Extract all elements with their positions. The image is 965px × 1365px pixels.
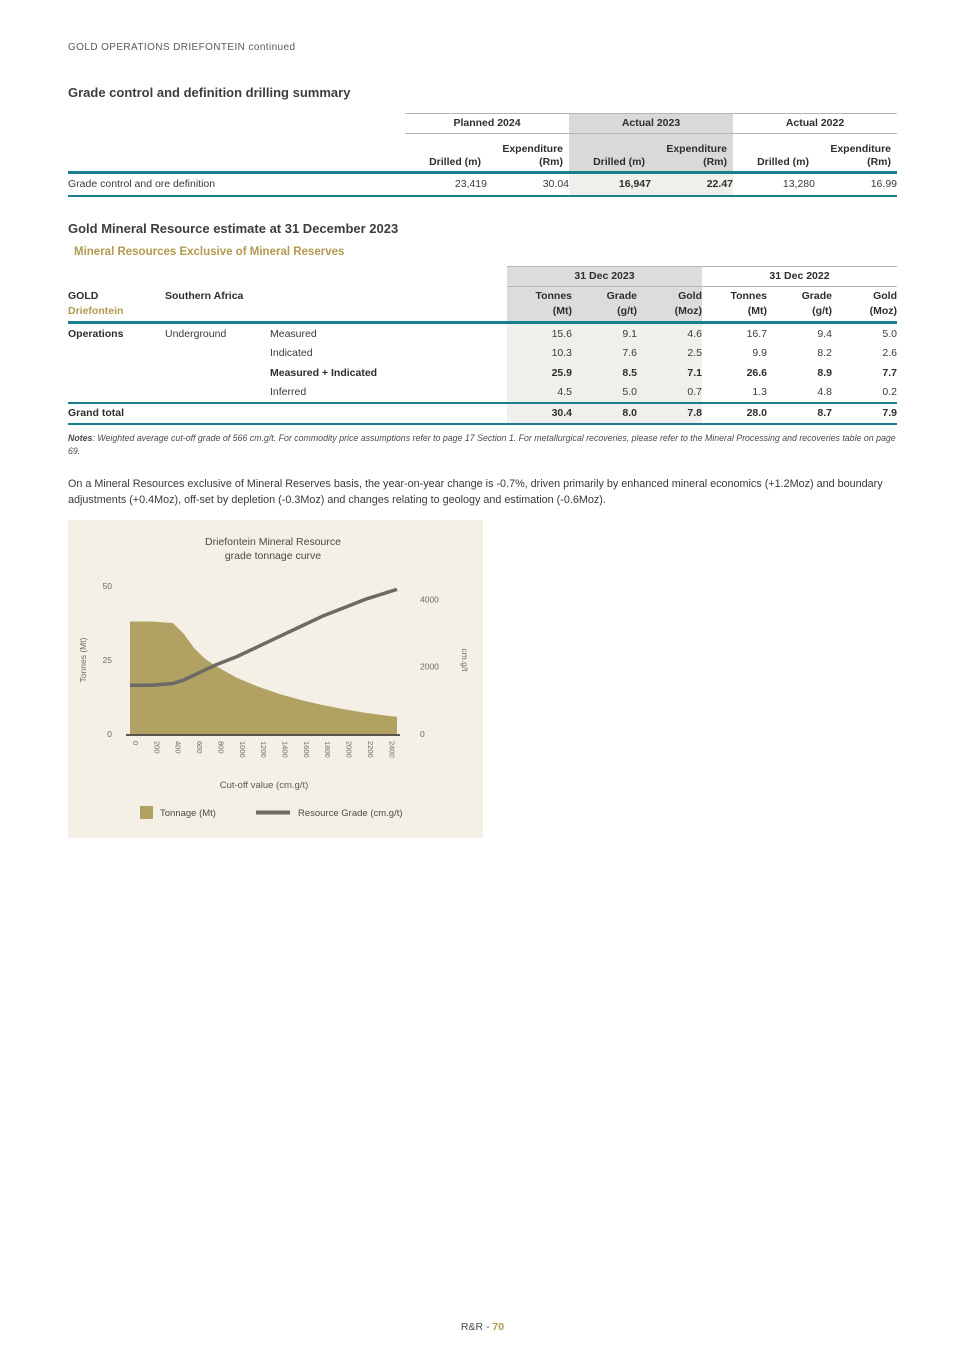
value-cell: 2.5 xyxy=(637,344,702,364)
value-cell: 30.4 xyxy=(507,404,572,424)
value-cell: 8.0 xyxy=(572,404,637,424)
value-cell: 16,947 xyxy=(569,174,651,195)
category-label: Measured xyxy=(270,327,317,340)
value-cell: 30.04 xyxy=(542,178,569,190)
x-axis-tick: 2200 xyxy=(365,740,375,758)
right-axis-tick: 2000 xyxy=(420,661,439,672)
unit-header: (g/t) xyxy=(572,304,637,321)
resource-estimate-title: Gold Mineral Resource estimate at 31 December 2023 xyxy=(68,221,399,236)
grand-total-label: Grand total xyxy=(68,407,125,419)
col-header: Tonnes xyxy=(730,290,767,302)
value-cell: 8.9 xyxy=(817,366,832,379)
unit-header: (Moz) xyxy=(637,304,702,321)
value-cell: 7.6 xyxy=(572,344,637,364)
x-axis-tick: 0 xyxy=(131,740,140,746)
value-cell: 25.9 xyxy=(507,363,572,383)
col-header: Drilled (m) xyxy=(757,155,809,168)
notes-label: Notes xyxy=(68,433,93,443)
x-axis-tick: 200 xyxy=(152,740,162,754)
value-cell: 10.3 xyxy=(507,344,572,364)
divider xyxy=(68,423,897,425)
period-2023: 31 Dec 2023 xyxy=(507,266,702,287)
col-header: Grade xyxy=(572,287,637,304)
commentary-paragraph: On a Mineral Resources exclusive of Mineral Reserves basis, the year-on-year change is -0.7%, driven primarily by enhanced mineral economics (+1.2Moz) and boundary adjustments (+0.4Moz), off-set by depletion (-0.3Moz) and changes relating to geology and estimation (-0.6Moz). xyxy=(68,477,883,506)
value-cell: 0.7 xyxy=(637,383,702,403)
unit-header: (Mt) xyxy=(507,304,572,321)
notes-text: : Weighted average cut-off grade of 566 cm.g/t. For commodity price assumptions refer to page 17 Section 1. For metallurgical recoveries, please refer to the Mineral Processing and recoveries table on page 69. xyxy=(68,433,896,456)
legend-tonnage-label: Tonnage (Mt) xyxy=(160,807,216,819)
divider xyxy=(68,195,897,197)
x-axis-tick: 2000 xyxy=(344,740,354,758)
col-header: Drilled (m) xyxy=(569,134,651,171)
right-axis-tick: 4000 xyxy=(420,594,439,605)
chart-title-line2: grade tonnage curve xyxy=(224,549,322,562)
value-cell: 23,419 xyxy=(454,178,487,190)
mineral-resource-table xyxy=(68,266,897,425)
value-cell: 15.6 xyxy=(507,324,572,344)
metric-header-row xyxy=(68,287,897,304)
x-axis-tick: 400 xyxy=(173,740,183,754)
category-label: Measured + Indicated xyxy=(270,366,378,379)
group-sub-label: Underground xyxy=(165,327,227,340)
x-axis-label: Cut-off value (cm.g/t) xyxy=(219,779,309,791)
resource-estimate-subtitle: Mineral Resources Exclusive of Mineral Reserves xyxy=(74,246,345,258)
period-header-row xyxy=(68,266,897,287)
drilling-summary-table xyxy=(68,113,897,197)
value-cell: 1.3 xyxy=(752,386,767,398)
table-row xyxy=(68,174,897,195)
x-axis-tick: 1000 xyxy=(237,740,247,758)
left-axis-tick: 50 xyxy=(102,580,112,591)
unit-header: (Moz) xyxy=(869,305,897,317)
footer-prefix: R&R - xyxy=(460,1321,493,1333)
x-axis-tick: 1400 xyxy=(280,740,290,758)
left-axis-label: Tonnes (Mt) xyxy=(78,637,88,683)
col-header: Grade xyxy=(801,290,832,302)
value-cell: 13,280 xyxy=(782,178,815,190)
col-header: Gold xyxy=(873,290,897,302)
col-header: Gold xyxy=(637,287,702,304)
legend-tonnage-swatch xyxy=(140,806,153,819)
right-axis-tick: 0 xyxy=(420,728,425,739)
value-cell: 7.8 xyxy=(637,404,702,424)
page-footer xyxy=(0,1321,965,1333)
col-header: Expenditure (Rm) xyxy=(651,134,733,171)
col-header: Expenditure (Rm) xyxy=(830,142,891,168)
table-row-indicated xyxy=(68,344,897,364)
value-cell: 7.1 xyxy=(637,363,702,383)
value-cell: 0.2 xyxy=(882,386,897,398)
row-label: Grade control and ore definition xyxy=(68,178,216,190)
right-axis-label: cm.g/t xyxy=(460,648,470,672)
value-cell: 28.0 xyxy=(746,407,767,419)
chart-title-line1: Driefontein Mineral Resource xyxy=(205,535,341,548)
site-label: Driefontein xyxy=(68,305,124,317)
grade-tonnage-chart xyxy=(68,520,483,838)
table-subheader-row xyxy=(68,134,897,171)
value-cell: 22.47 xyxy=(651,174,733,195)
commodity-label: GOLD xyxy=(68,290,99,302)
value-cell: 8.7 xyxy=(817,407,832,419)
category-label: Inferred xyxy=(270,386,307,398)
x-axis-tick: 800 xyxy=(216,740,226,754)
drilling-summary-title: Grade control and definition drilling summary xyxy=(68,85,351,100)
value-cell: 4.5 xyxy=(507,383,572,403)
value-cell: 7.9 xyxy=(882,407,897,419)
table-group-header-row xyxy=(68,113,897,134)
running-header: GOLD OPERATIONS DRIEFONTEIN continued xyxy=(68,42,296,53)
category-label: Indicated xyxy=(270,347,313,359)
value-cell: 5.0 xyxy=(572,383,637,403)
table-row-measured xyxy=(68,324,897,344)
x-axis-tick: 600 xyxy=(195,740,205,754)
value-cell: 26.6 xyxy=(746,366,767,379)
x-axis-tick: 2400 xyxy=(387,740,397,758)
value-cell: 16.99 xyxy=(870,178,897,190)
left-axis-tick: 25 xyxy=(102,654,112,665)
value-cell: 9.9 xyxy=(752,347,767,359)
group-label: Operations xyxy=(68,327,124,340)
col-group-actual-2023: Actual 2023 xyxy=(569,113,733,134)
x-axis-tick: 1200 xyxy=(259,740,269,758)
table-notes xyxy=(68,432,897,458)
x-axis-tick: 1600 xyxy=(301,740,311,758)
value-cell: 9.1 xyxy=(572,324,637,344)
col-header: Drilled (m) xyxy=(429,155,481,168)
x-axis-tick: 1800 xyxy=(323,740,333,758)
value-cell: 8.5 xyxy=(572,363,637,383)
region-label: Southern Africa xyxy=(165,290,244,302)
value-cell: 7.7 xyxy=(882,366,897,379)
col-header: Tonnes xyxy=(507,287,572,304)
unit-header: (Mt) xyxy=(747,305,767,317)
period-2022: 31 Dec 2022 xyxy=(702,266,897,287)
unit-header: (g/t) xyxy=(812,305,832,317)
value-cell: 5.0 xyxy=(882,327,897,340)
value-cell: 9.4 xyxy=(817,327,832,340)
unit-header-row xyxy=(68,304,897,321)
col-group-actual-2022: Actual 2022 xyxy=(733,113,897,134)
page-number: 70 xyxy=(492,1321,505,1333)
value-cell: 8.2 xyxy=(817,347,832,359)
left-axis-tick: 0 xyxy=(107,728,112,739)
value-cell: 16.7 xyxy=(746,327,767,340)
col-group-planned-2024: Planned 2024 xyxy=(405,113,569,134)
value-cell: 4.8 xyxy=(817,386,832,398)
tonnage-area-series xyxy=(130,621,397,733)
table-row-measured-indicated xyxy=(68,363,897,383)
grand-total-row xyxy=(68,404,897,424)
table-row-inferred xyxy=(68,383,897,403)
legend-grade-label: Resource Grade (cm.g/t) xyxy=(298,807,403,819)
col-header: Expenditure (Rm) xyxy=(502,142,563,168)
value-cell: 4.6 xyxy=(637,324,702,344)
value-cell: 2.6 xyxy=(882,347,897,359)
